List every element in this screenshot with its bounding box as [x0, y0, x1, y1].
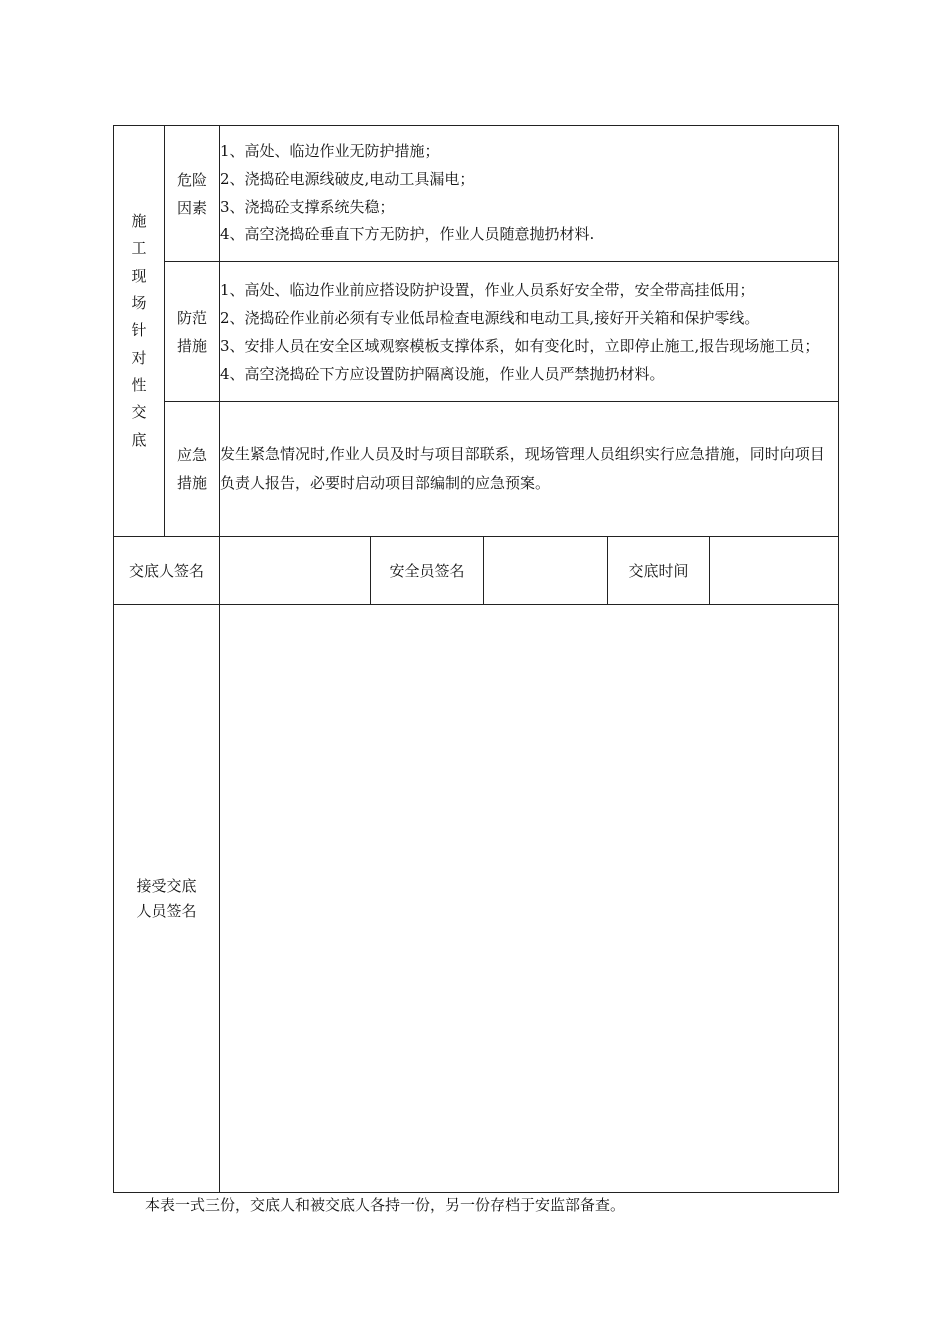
- emergency-label: 措施: [176, 474, 207, 492]
- recipients-signature-area[interactable]: [220, 605, 839, 1193]
- section-label-char: 对: [131, 348, 147, 367]
- section-label-char: 现: [131, 266, 147, 285]
- recipients-row: [114, 605, 839, 1193]
- measure-item: 4、高空浇捣砼下方应设置防护隔离设施，作业人员严禁抛扔材料。: [220, 364, 665, 383]
- measures-label: 措施: [176, 336, 207, 355]
- measures-label: 防范: [176, 308, 207, 327]
- safety-disclosure-table: [113, 125, 839, 1193]
- discloser-label: 交底人签名: [114, 537, 220, 605]
- safety-officer-signature-field[interactable]: [484, 537, 608, 605]
- measure-item: 3、安排人员在安全区域观察模板支撑体系，如有变化时，立即停止施工,报告现场施工员；: [220, 336, 820, 355]
- section-label-char: 工: [131, 239, 147, 258]
- hazards-row: [114, 126, 839, 262]
- emergency-label: 应急: [176, 446, 207, 464]
- footnote: 本表一式三份，交底人和被交底人各持一份，另一份存档于安监部备查。: [145, 1196, 626, 1214]
- emergency-text: 发生紧急情况时,作业人员及时与项目部联系，现场管理人员组织实行应急措施，同时向项目负责人报告，必要时启动项目部编制的应急预案。: [220, 445, 825, 492]
- signature-row: [114, 537, 839, 605]
- disclosure-time-field[interactable]: [710, 537, 839, 605]
- hazard-item: 3、浇捣砼支撑系统失稳；: [220, 197, 395, 216]
- section-label-cell: [114, 126, 165, 537]
- section-label-char: 底: [131, 430, 147, 449]
- safety-officer-label: 安全员签名: [371, 537, 484, 605]
- hazard-item: 2、浇捣砼电源线破皮,电动工具漏电；: [220, 169, 475, 188]
- emergency-row: [114, 402, 839, 537]
- recipients-label: 接受交底: [136, 876, 197, 895]
- emergency-label-cell: [165, 402, 220, 537]
- section-label-char: 场: [131, 294, 147, 313]
- section-label-char: 施: [131, 212, 147, 231]
- section-label-char: 针: [131, 321, 147, 340]
- hazard-item: 1、高处、临边作业无防护措施；: [220, 141, 440, 160]
- measures-label-cell: [165, 262, 220, 402]
- hazards-label: 因素: [176, 198, 207, 217]
- measures-row: [114, 262, 839, 402]
- emergency-content: [220, 402, 839, 537]
- section-label-char: 交: [131, 403, 147, 422]
- hazard-item: 4、高空浇捣砼垂直下方无防护，作业人员随意抛扔材料.: [220, 225, 595, 244]
- hazards-content: [220, 126, 839, 262]
- disclosure-time-label: 交底时间: [608, 537, 710, 605]
- measure-item: 1、高处、临边作业前应搭设防护设置，作业人员系好安全带，安全带高挂低用；: [220, 280, 755, 299]
- hazards-label: 危险: [176, 170, 207, 189]
- measures-content: [220, 262, 839, 402]
- discloser-signature-field[interactable]: [220, 537, 371, 605]
- recipients-label: 人员签名: [136, 901, 197, 920]
- measure-item: 2、浇捣砼作业前必须有专业低昂检查电源线和电动工具,接好开关箱和保护零线。: [220, 308, 760, 327]
- hazards-label-cell: [165, 126, 220, 262]
- recipients-label-cell: [114, 605, 220, 1193]
- section-label-char: 性: [131, 375, 147, 394]
